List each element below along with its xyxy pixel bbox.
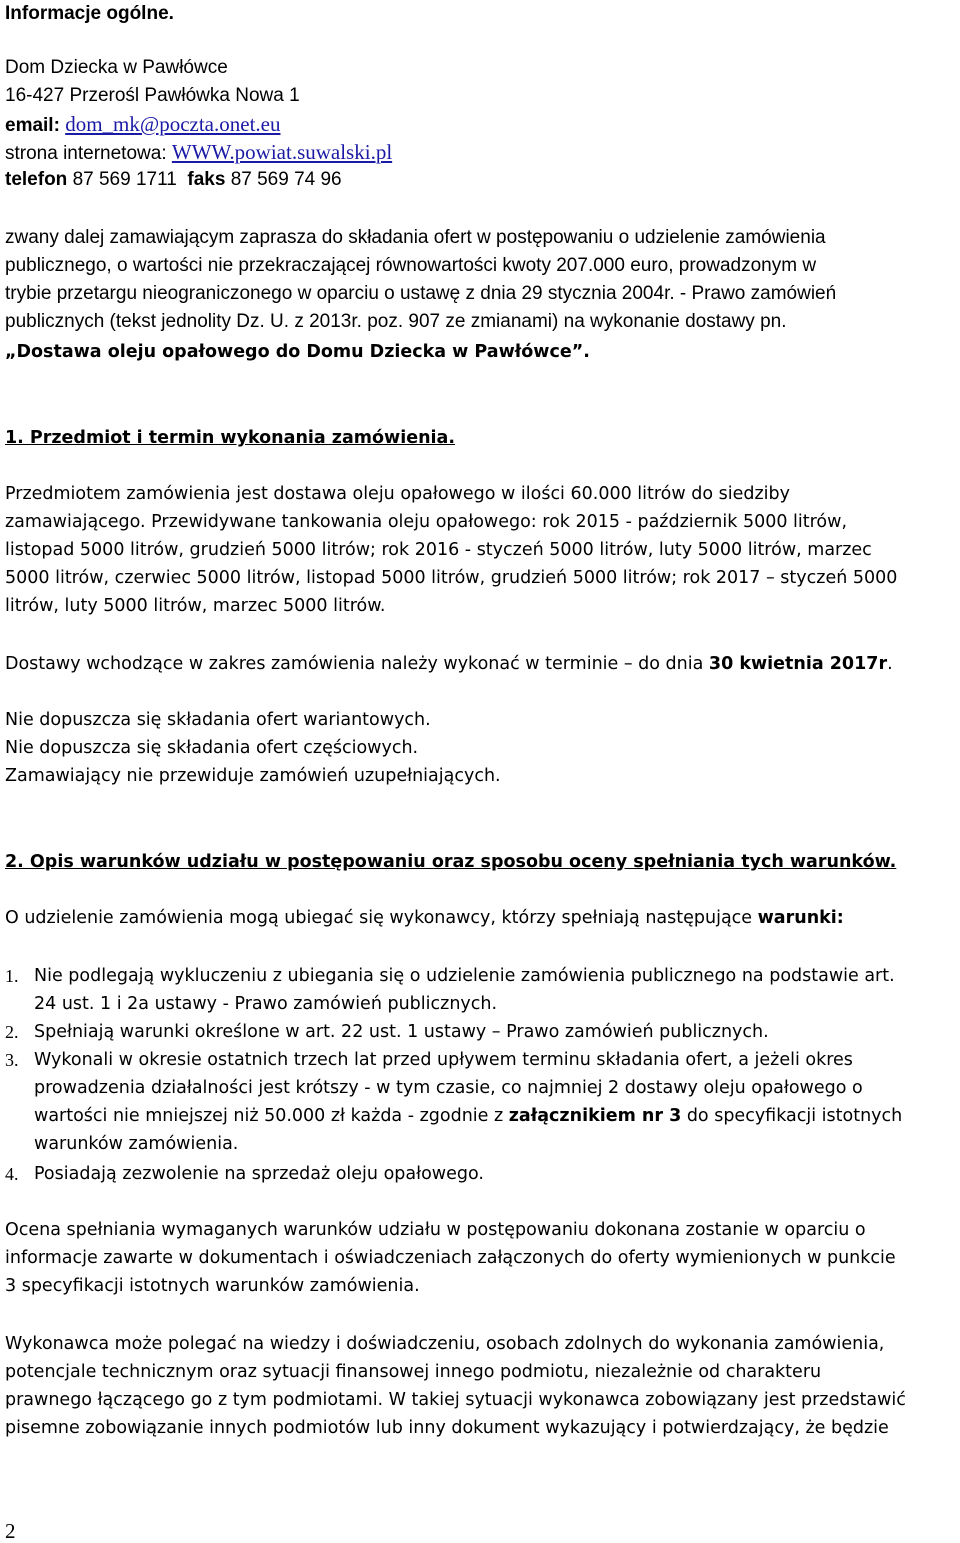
evaluation-text: 3 specyfikacji istotnych warunków zamówienia. bbox=[5, 1276, 420, 1296]
intro-line: publicznego, o wartości nie przekraczającej równowartości kwoty 207.000 euro, prowadzonym w bbox=[5, 255, 817, 276]
note-variant-offers: Nie dopuszcza się składania ofert wariantowych. bbox=[5, 710, 431, 730]
condition-item: 24 ust. 1 i 2a ustawy - Prawo zamówień publicznych. bbox=[34, 994, 498, 1014]
page-number: 2 bbox=[5, 1519, 16, 1543]
evaluation-text: informacje zawarte w dokumentach i oświadczeniach załączonych do oferty wymienionych w punkcie bbox=[5, 1248, 896, 1268]
section-1-text: Przedmiotem zamówienia jest dostawa oleju opałowego w ilości 60.000 litrów do siedziby bbox=[5, 484, 791, 504]
condition-item: Posiadają zezwolenie na sprzedaż oleju opałowego. bbox=[34, 1164, 484, 1184]
intro-line: trybie przetargu nieograniczonego w oparciu o ustawę z dnia 29 stycznia 2004r. - Prawo zamówień bbox=[5, 283, 837, 304]
evaluation-text: Ocena spełniania wymaganych warunków udziału w postępowaniu dokonana zostanie w oparciu o bbox=[5, 1220, 866, 1240]
website-line: strona internetowa: WWW.powiat.suwalski.pl bbox=[5, 140, 393, 164]
condition-item: Nie podlegają wykluczeniu z ubiegania się o udzielenie zamówienia publicznego na podstawie art. bbox=[34, 966, 895, 986]
section-1-text: litrów, luty 5000 litrów, marzec 5000 litrów. bbox=[5, 596, 386, 616]
section-1-text: zamawiającego. Przewidywane tankowania oleju opałowego: rok 2015 - październik 5000 litrów, bbox=[5, 512, 848, 532]
section-1-heading: 1. Przedmiot i termin wykonania zamówienia. bbox=[5, 428, 456, 448]
intro-line: publicznych (tekst jednolity Dz. U. z 2013r. poz. 907 ze zmianami) na wykonanie dostawy pn. bbox=[5, 311, 787, 332]
reliance-text: prawnego łączącego go z tym podmiotami. W takiej sytuacji wykonawca zobowiązany jest przedstawić bbox=[5, 1390, 906, 1410]
contract-subject: „Dostawa oleju opałowego do Domu Dziecka w Pawłówce”. bbox=[5, 342, 590, 362]
condition-item: wartości nie mniejszej niż 50.000 zł każda - zgodnie z załącznikiem nr 3 do specyfikacji istotnych bbox=[34, 1106, 903, 1126]
list-item-number: 3. bbox=[5, 1050, 19, 1070]
section-2-intro: O udzielenie zamówienia mogą ubiegać się wykonawcy, którzy spełniają następujące warunki: bbox=[5, 908, 844, 928]
website-link[interactable]: WWW.powiat.suwalski.pl bbox=[171, 140, 393, 164]
section-1-text: listopad 5000 litrów, grudzień 5000 litrów; rok 2016 - styczeń 5000 litrów, luty 5000 litrów, marzec bbox=[5, 540, 872, 560]
org-name: Dom Dziecka w Pawłówce bbox=[5, 57, 228, 78]
document-title: Informacje ogólne. bbox=[5, 3, 174, 24]
email-link[interactable]: dom_mk@poczta.onet.eu bbox=[65, 112, 281, 136]
section-1-text: 5000 litrów, czerwiec 5000 litrów, listopad 5000 litrów, grudzień 5000 litrów; rok 2017 – styczeń 5000 bbox=[5, 568, 898, 588]
email-line: email: dom_mk@poczta.onet.eu bbox=[5, 112, 281, 136]
note-partial-offers: Nie dopuszcza się składania ofert częściowych. bbox=[5, 738, 419, 758]
note-supplementary-orders: Zamawiający nie przewiduje zamówień uzupełniających. bbox=[5, 766, 501, 786]
reliance-text: Wykonawca może polegać na wiedzy i doświadczeniu, osobach zdolnych do wykonania zamówienia, bbox=[5, 1334, 885, 1354]
condition-item: warunków zamówienia. bbox=[34, 1134, 239, 1154]
list-item-number: 4. bbox=[5, 1164, 19, 1184]
condition-item: prowadzenia działalności jest krótszy - w tym czasie, co najmniej 2 dostawy oleju opałowego o bbox=[34, 1078, 863, 1098]
condition-item: Spełniają warunki określone w art. 22 ust. 1 ustawy – Prawo zamówień publicznych. bbox=[34, 1022, 769, 1042]
list-item-number: 2. bbox=[5, 1022, 19, 1042]
reliance-text: potencjale technicznym oraz sytuacji finansowej innego podmiotu, niezależnie od charakteru bbox=[5, 1362, 822, 1382]
section-2-heading: 2. Opis warunków udziału w postępowaniu oraz sposobu oceny spełniania tych warunków. bbox=[5, 852, 897, 872]
delivery-deadline: Dostawy wchodzące w zakres zamówienia należy wykonać w terminie – do dnia 30 kwietnia 2017r. bbox=[5, 654, 893, 674]
list-item-number: 1. bbox=[5, 966, 19, 986]
intro-line: zwany dalej zamawiającym zaprasza do składania ofert w postępowaniu o udzielenie zamówienia bbox=[5, 227, 826, 248]
phone-line: telefon 87 569 1711 faks 87 569 74 96 bbox=[5, 169, 342, 190]
org-address: 16-427 Przerośl Pawłówka Nowa 1 bbox=[5, 85, 300, 106]
reliance-text: pisemne zobowiązanie innych podmiotów lub inny dokument wykazujący i potwierdzający, że będzie bbox=[5, 1418, 889, 1438]
condition-item: Wykonali w okresie ostatnich trzech lat przed upływem terminu składania ofert, a jeżeli okres bbox=[34, 1050, 853, 1070]
